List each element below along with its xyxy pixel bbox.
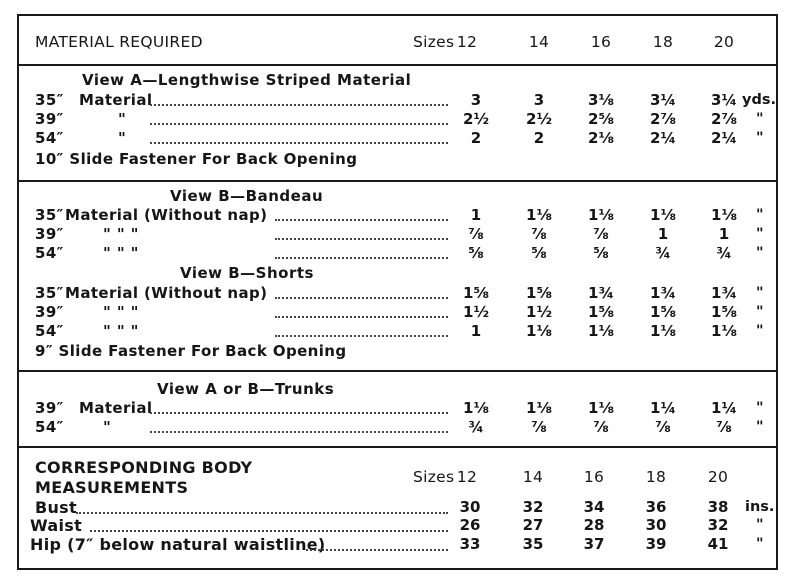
size-header: 16 [583,468,605,486]
value-cell: 28 [583,516,605,534]
unit-label: " [756,111,764,127]
dot-leader [275,316,448,318]
value-cell: 1⅛ [650,322,676,340]
unit-label: " [756,536,764,552]
value-cell: 1 [718,225,730,243]
row-label: Material (Without nap) [65,206,268,224]
row-label: " [103,418,112,436]
value-cell: 1¼ [711,399,737,417]
value-cell: 3⅛ [588,91,614,109]
body-row-label: Waist [30,516,83,535]
row-width: 35″ [35,284,64,302]
value-cell: ⅞ [593,418,609,436]
unit-label: yds. [742,92,776,108]
dot-leader [90,530,448,532]
material-required-title: MATERIAL REQUIRED [35,33,203,51]
size-header: 20 [707,468,729,486]
unit-label: " [756,323,764,339]
row-label: " [118,129,127,147]
size-header: 18 [652,33,674,51]
row-label: Material (Without nap) [65,284,268,302]
body-title-line1: CORRESPONDING BODY [35,458,253,477]
row-width: 39″ [35,399,64,417]
row-width: 35″ [35,91,64,109]
size-header: 16 [590,33,612,51]
divider-1 [17,64,778,66]
view-b-bandeau-title: View B—Bandeau [170,187,324,205]
view-b-shorts-title: View B—Shorts [180,264,314,282]
value-cell: 1⅛ [526,399,552,417]
value-cell: 1⅝ [711,303,737,321]
size-header: 14 [528,33,550,51]
value-cell: 30 [645,516,667,534]
dot-leader [275,219,448,221]
size-header: 14 [522,468,544,486]
value-cell: 1⅝ [526,284,552,302]
row-label: Material [79,91,153,109]
value-cell: 2⅝ [588,110,614,128]
row-label: " " " [103,225,139,243]
unit-label: " [756,304,764,320]
value-cell: 1⅛ [711,322,737,340]
value-cell: ⅝ [468,244,484,262]
dot-leader [150,123,448,125]
body-title-line2: MEASUREMENTS [35,478,189,497]
dot-leader [150,412,448,414]
dot-leader [275,297,448,299]
value-cell: ⅞ [655,418,671,436]
value-cell: 1½ [463,303,489,321]
value-cell: 1⅛ [526,322,552,340]
value-cell: 1⅝ [463,284,489,302]
divider-4 [17,446,778,448]
value-cell: 2⅞ [711,110,737,128]
row-label: " " " [103,322,139,340]
value-cell: 1⅛ [711,206,737,224]
size-header: 18 [645,468,667,486]
value-cell: 2⅛ [588,129,614,147]
value-cell: 2⅞ [650,110,676,128]
value-cell: 2¼ [650,129,676,147]
value-cell: 39 [645,535,667,553]
value-cell: 2 [470,129,482,147]
value-cell: ⅞ [593,225,609,243]
fastener-note: 10″ Slide Fastener For Back Opening [35,150,358,168]
dot-leader [306,549,448,551]
value-cell: 37 [583,535,605,553]
unit-label: " [756,419,764,435]
value-cell: 1 [470,322,482,340]
value-cell: 2¼ [711,129,737,147]
value-cell: ⅝ [593,244,609,262]
unit-label: " [756,130,764,146]
value-cell: 38 [707,498,729,516]
value-cell: 1⅛ [588,206,614,224]
row-label: Material [79,399,153,417]
value-cell: 1¾ [711,284,737,302]
value-cell: 1½ [526,303,552,321]
value-cell: 32 [522,498,544,516]
value-cell: ⅞ [468,225,484,243]
view-a-title: View A—Lengthwise Striped Material [82,71,412,89]
unit-label: " [756,285,764,301]
unit-label: ins. [745,499,775,515]
row-label: " " " [103,244,139,262]
value-cell: 1⅝ [650,303,676,321]
dot-leader [150,104,448,106]
row-width: 54″ [35,129,64,147]
size-header: 12 [456,468,478,486]
value-cell: 1⅛ [650,206,676,224]
value-cell: 32 [707,516,729,534]
row-width: 54″ [35,244,64,262]
row-width: 54″ [35,418,64,436]
value-cell: ⅞ [531,418,547,436]
dot-leader [76,512,448,514]
value-cell: 34 [583,498,605,516]
size-header: 20 [713,33,735,51]
unit-label: " [756,517,764,533]
row-width: 39″ [35,303,64,321]
dot-leader [150,142,448,144]
value-cell: 1⅛ [588,399,614,417]
value-cell: 41 [707,535,729,553]
value-cell: 1⅛ [526,206,552,224]
unit-label: " [756,226,764,242]
divider-3 [17,370,778,372]
value-cell: 1¾ [650,284,676,302]
value-cell: ¾ [716,244,732,262]
value-cell: 1⅝ [588,303,614,321]
value-cell: 26 [459,516,481,534]
row-width: 54″ [35,322,64,340]
value-cell: 1¾ [588,284,614,302]
dot-leader [275,257,448,259]
divider-2 [17,180,778,182]
value-cell: ⅞ [531,225,547,243]
value-cell: 1¼ [650,399,676,417]
sizes-label: Sizes [413,468,455,486]
sizes-label: Sizes [413,33,455,51]
row-width: 35″ [35,206,64,224]
unit-label: " [756,207,764,223]
fastener-note: 9″ Slide Fastener For Back Opening [35,342,347,360]
row-width: 39″ [35,110,64,128]
value-cell: 36 [645,498,667,516]
value-cell: 3¼ [650,91,676,109]
value-cell: 1 [657,225,669,243]
value-cell: 3 [533,91,545,109]
dot-leader [150,431,448,433]
value-cell: ¾ [655,244,671,262]
dot-leader [275,335,448,337]
row-width: 39″ [35,225,64,243]
body-row-label: Hip (7″ below natural waistline) [30,535,326,554]
value-cell: 3 [470,91,482,109]
value-cell: 2½ [526,110,552,128]
value-cell: 33 [459,535,481,553]
unit-label: " [756,400,764,416]
value-cell: ¾ [468,418,484,436]
body-row-label: Bust [35,498,77,517]
size-header: 12 [456,33,478,51]
value-cell: 2 [533,129,545,147]
row-label: " " " [103,303,139,321]
value-cell: 1⅛ [463,399,489,417]
row-label: " [118,110,127,128]
value-cell: 3¼ [711,91,737,109]
value-cell: 1⅛ [588,322,614,340]
value-cell: 35 [522,535,544,553]
value-cell: 1 [470,206,482,224]
value-cell: ⅞ [716,418,732,436]
unit-label: " [756,245,764,261]
view-trunks-title: View A or B—Trunks [157,380,335,398]
value-cell: ⅝ [531,244,547,262]
value-cell: 30 [459,498,481,516]
value-cell: 27 [522,516,544,534]
dot-leader [275,238,448,240]
value-cell: 2½ [463,110,489,128]
